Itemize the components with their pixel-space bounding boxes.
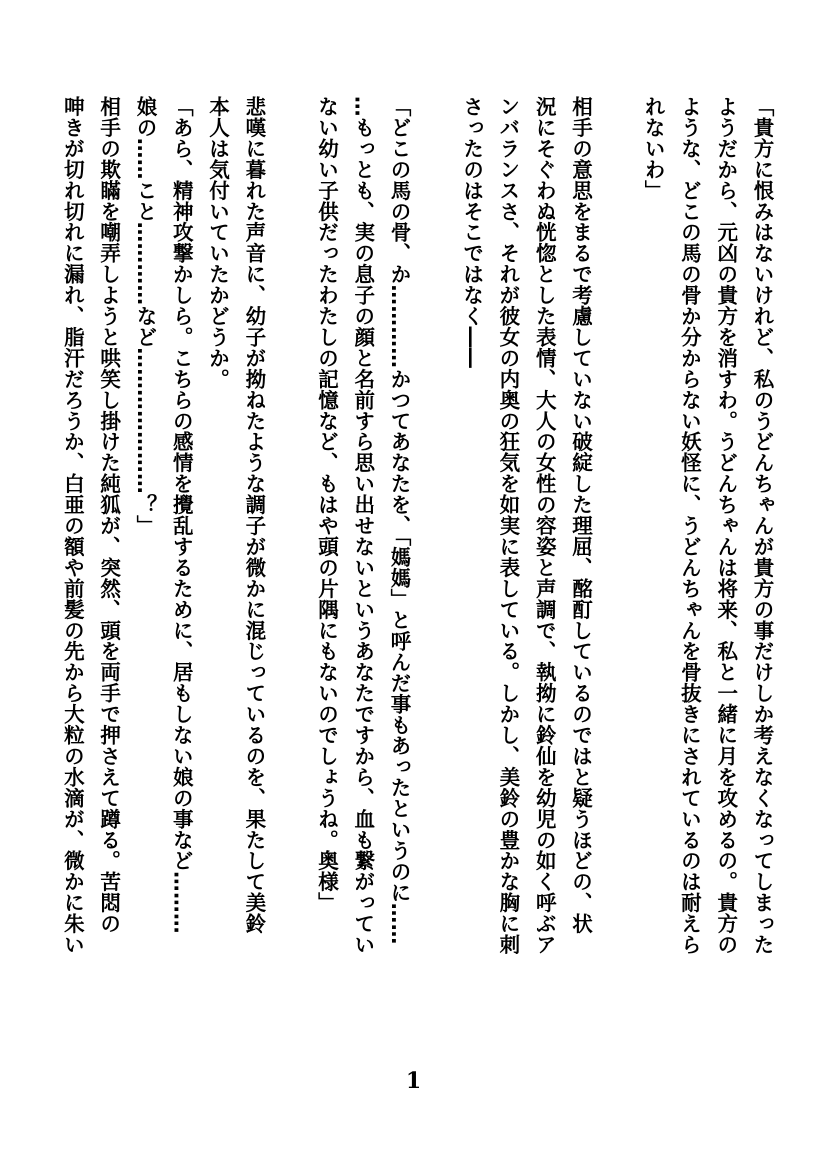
text-column: …もっとも、実の息子の顔と名前すら思い出せないというあなたですから、血も繋がってい — [350, 96, 375, 955]
text-column: 悲嘆に暮れた声音に、幼子が拗ねたような調子が微かに混じっているのを、果たして美鈴 — [241, 96, 266, 934]
text-column: さったのはそこではなく―― — [459, 96, 484, 369]
text-column: ようだから、元凶の貴方を消すわ。うどんちゃんは将来、私と一緒に月を攻めるの。貴方の — [713, 96, 738, 955]
text-column: ない幼い子供だったわたしの記憶など、もはや頭の片隅にもないのでしょうね。奥様」 — [314, 96, 339, 914]
text-column: 「どこの馬の骨、か…………かつてあなたを、「媽媽」と呼んだ事もあったというのに…… — [387, 96, 412, 945]
text-column: れないわ」 — [641, 96, 666, 201]
text-column: ンバランスさ、それが彼女の内奥の狂気を如実に表している。しかし、美鈴の豊かな胸に刺 — [495, 96, 520, 955]
text-column: ような、どこの馬の骨か分からない妖怪に、うどんちゃんを骨抜きにされているのは耐えら — [677, 96, 702, 955]
text-column: 呻きが切れ切れに漏れ、脂汗だろうか、白亜の額や前髪の先から大粒の水滴が、微かに朱い — [60, 96, 85, 955]
text-column: 「貴方に恨みはないけれど、私のうどんちゃんが貴方の事だけしか考えなくなってしまった — [750, 96, 774, 955]
text-column: 相手の意思をまるで考慮していない破綻した理屈、酩酊しているのではと疑うほどの、状 — [568, 96, 593, 934]
page-number: 1 — [405, 1068, 422, 1094]
text-column: 「あら、精神攻撃かしら。こちらの感情を攪乱するために、居もしない娘の事など……… — [169, 96, 194, 934]
text-column: 況にそぐわぬ恍惚とした表情、大人の女性の容姿と声調で、執拗に鈴仙を幼児の如く呼ぶア — [532, 96, 557, 955]
text-column: 相手の欺瞞を嘲弄しようと哄笑し掛けた純狐が、突然、頭を両手で押さえて蹲る。苦悶の — [96, 96, 121, 934]
text-column: 娘の……こと…………など…………………？」 — [132, 96, 157, 536]
text-column: 本人は気付いていたかどうか。 — [205, 96, 230, 390]
vertical-text-body — [49, 96, 779, 1076]
